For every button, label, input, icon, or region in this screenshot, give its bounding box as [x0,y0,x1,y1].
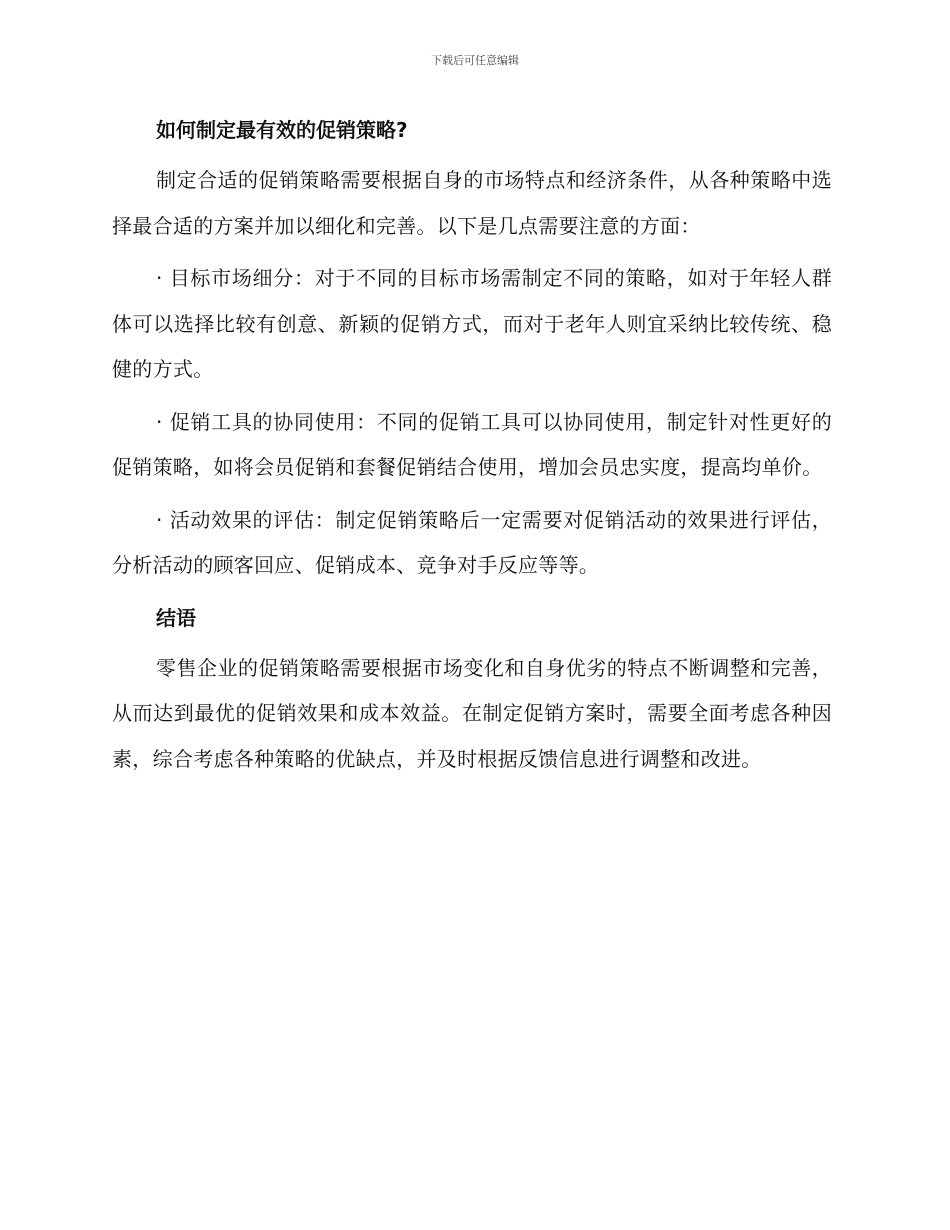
document-body [112,108,832,789]
section-heading-strategy: 如何制定最有效的促销策略? [156,118,408,142]
bullet-tool-coordination: · 促销工具的协同使用：不同的促销工具可以协同使用，制定针对性更好的促销策略，如将会员促销和套餐促销结合使用，增加会员忠实度，提高均单价。 [112,409,832,479]
paragraph-intro: 制定合适的促销策略需要根据自身的市场特点和经济条件，从各种策略中选择最合适的方案并加以细化和完善。以下是几点需要注意的方面： [112,168,832,238]
header-note: 下载后可任意编辑 [431,54,519,67]
bullet-market-segmentation: · 目标市场细分：对于不同的目标市场需制定不同的策略，如对于年轻人群体可以选择比较有创意、新颖的促销方式，而对于老年人则宜采纳比较传统、稳健的方式。 [112,266,832,381]
paragraph-conclusion: 零售企业的促销策略需要根据市场变化和自身优劣的特点不断调整和完善，从而达到最优的促销效果和成本效益。在制定促销方案时，需要全面考虑各种因素，综合考虑各种策略的优缺点，并及时根据反馈信息进行调整和改进。 [112,655,832,771]
section-heading-conclusion: 结语 [156,605,196,630]
bullet-effect-evaluation: · 活动效果的评估：制定促销策略后一定需要对促销活动的效果进行评估，分析活动的顾客回应、促销成本、竞争对手反应等等。 [112,507,832,577]
